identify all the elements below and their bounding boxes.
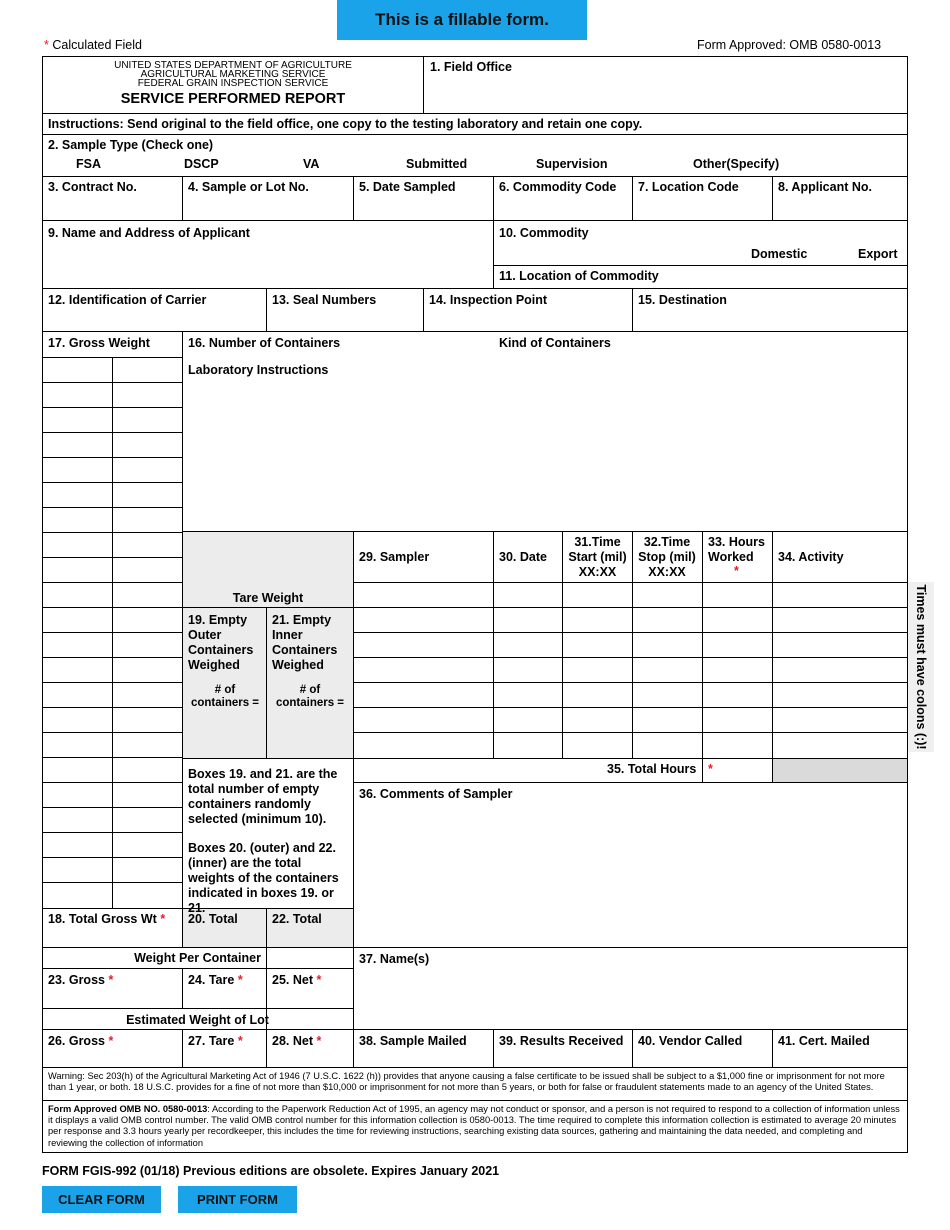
tare-weight-label: Tare Weight: [232, 591, 304, 605]
calculated-field-legend: [44, 38, 142, 52]
sample-type-other[interactable]: Other(Specify): [693, 157, 780, 171]
inspection-point-label: 14. Inspection Point: [429, 293, 548, 307]
gross23-required: *: [108, 973, 114, 987]
gross-grid-line: [42, 757, 183, 758]
gross-grid-line: [42, 657, 183, 658]
gross-grid-line: [42, 407, 183, 408]
sampler-row-line: [353, 732, 908, 733]
box21-count-label: # of containers =: [275, 684, 345, 709]
gross-grid-line: [42, 482, 183, 483]
gross-grid-line: [42, 682, 183, 683]
total22-label: 22. Total: [272, 912, 322, 926]
sample-type-submitted[interactable]: Submitted: [406, 157, 468, 171]
net25-text: 25. Net: [272, 973, 313, 987]
time-stop-header: 32.Time Stop (mil) XX:XX: [638, 535, 696, 579]
gross-weight-label: 17. Gross Weight: [48, 336, 150, 350]
gross-grid-line: [42, 807, 183, 808]
estimated-weight-label: Estimated Weight of Lot: [126, 1013, 269, 1027]
agency-division: FEDERAL GRAIN INSPECTION SERVICE: [137, 78, 329, 89]
num-containers-label: 16. Number of Containers: [188, 336, 341, 350]
vendor-called-label: 40. Vendor Called: [638, 1034, 743, 1048]
domestic-option[interactable]: Domestic: [751, 247, 808, 261]
box19-count-label: # of containers =: [190, 684, 260, 709]
gross26-required: *: [108, 1034, 114, 1048]
cert-mailed-label: 41. Cert. Mailed: [778, 1034, 870, 1048]
applicant-name-label: 9. Name and Address of Applicant: [48, 226, 250, 240]
required-asterisk: *: [44, 38, 49, 52]
tare27-text: 27. Tare: [188, 1034, 235, 1048]
gross23-text: 23. Gross: [48, 973, 105, 987]
fillable-banner: This is a fillable form.: [337, 0, 587, 40]
omb-body: : According to the Paperwork Reduction Act of 1995, an agency may not conduct or sponsor, and a person is not required to respond to a collection of information unless it displays a valid OMB control number. The valid OMB control number for this information collection is 0580-0013. The time required to complete this information collection is estimated to average 20 minutes per response and 3.3 hours yearly per recordkeeper, this includes the time for reviewing instructions, searching existing data sources, gathering and maintaining the data needed, and completing and reviewing the collection of information: [48, 1104, 900, 1148]
boxes-note-19-21: Boxes 19. and 21. are the total number of empty containers randomly selected (minimum 10).: [188, 767, 338, 826]
form-title: SERVICE PERFORMED REPORT: [120, 91, 346, 107]
date-header: 30. Date: [499, 550, 547, 564]
sampler-row-line: [353, 682, 908, 683]
net28-text: 28. Net: [272, 1034, 313, 1048]
date-sampled-label: 5. Date Sampled: [359, 180, 456, 194]
gross-grid-line: [42, 832, 183, 833]
sample-mailed-label: 38. Sample Mailed: [359, 1034, 467, 1048]
lab-instructions-input[interactable]: [186, 380, 904, 528]
tare24-required: *: [237, 973, 243, 987]
tare24-text: 24. Tare: [188, 973, 235, 987]
total-hours-required: *: [708, 762, 713, 776]
total-gross-text: 18. Total Gross Wt: [48, 912, 157, 926]
sampler-header: 29. Sampler: [359, 550, 430, 564]
gross26-label: [48, 1034, 113, 1049]
agency-service: AGRICULTURAL MARKETING SERVICE: [140, 69, 326, 80]
kind-containers-label: Kind of Containers: [499, 336, 611, 350]
total-gross-label: [48, 912, 165, 927]
sampler-row-line: [353, 707, 908, 708]
comments-input[interactable]: [356, 803, 905, 943]
sample-type-dscp[interactable]: DSCP: [184, 157, 219, 171]
sample-type-va[interactable]: VA: [303, 157, 320, 171]
sampler-row-line: [353, 657, 908, 658]
results-received-label: 39. Results Received: [499, 1034, 624, 1048]
sample-type-fsa[interactable]: FSA: [76, 157, 101, 171]
tare27-required: *: [237, 1034, 243, 1048]
times-colon-text: Times must have colons (:)!: [914, 584, 928, 750]
total20-label: 20. Total: [188, 912, 238, 926]
destination-label: 15. Destination: [638, 293, 727, 307]
hours-worked-header: 33. Hours Worked: [708, 535, 765, 564]
names-label: 37. Name(s): [359, 952, 430, 966]
gross23-label: [48, 973, 113, 988]
sampler-row-line: [353, 632, 908, 633]
hours-worked-required: *: [734, 564, 739, 578]
field-office-label: 1. Field Office: [430, 60, 512, 74]
location-code-label: 7. Location Code: [638, 180, 739, 194]
box19-label: 19. Empty Outer Containers Weighed: [188, 613, 254, 672]
lab-instructions-label: Laboratory Instructions: [188, 363, 329, 377]
boxes-note-20-22: Boxes 20. (outer) and 22. (inner) are the total weights of the containers indicated in boxes 19. or 21.: [188, 841, 339, 915]
omb-bold: Form Approved OMB NO. 0580-0013: [48, 1104, 208, 1114]
weight-per-container-label: Weight Per Container: [134, 951, 261, 965]
names-input[interactable]: [356, 968, 905, 1026]
sample-type-label: 2. Sample Type (Check one): [48, 138, 214, 152]
gross-grid-line: [42, 532, 183, 533]
gross-grid-line: [42, 457, 183, 458]
agency-dept: UNITED STATES DEPARTMENT OF AGRICULTURE: [114, 60, 352, 71]
contract-no-label: 3. Contract No.: [48, 180, 137, 194]
warning-text: Warning: Sec 203(h) of the Agricultural Marketing Act of 1946 (7 U.S.C. 1622 (h)) provides that anyone causing a false certificate to be issued shall be subject to a $1,000 fine or imprisonment for not more than 1 year, or both. 18 U.S.C. provides for a fine of not more than $10,000 or imprisonment for not more than 5 years, or both for false or fraudulent statements made to an agency of the United States.: [48, 1071, 885, 1093]
commodity-code-label: 6. Commodity Code: [499, 180, 617, 194]
gross-grid-line: [42, 707, 183, 708]
net28-label: [272, 1034, 321, 1049]
gross-grid-line: [42, 782, 183, 783]
num-containers-input[interactable]: [350, 333, 490, 355]
total-gross-required: *: [160, 912, 166, 926]
sample-type-supervision[interactable]: Supervision: [536, 157, 608, 171]
print-form-button[interactable]: PRINT FORM: [178, 1186, 297, 1213]
comments-label: 36. Comments of Sampler: [359, 787, 513, 801]
calc-field-label: Calculated Field: [52, 38, 142, 52]
omb-text: [48, 1104, 904, 1149]
form-approved-top: Form Approved: OMB 0580-0013: [697, 38, 882, 52]
time-start-header: 31.Time Start (mil) XX:XX: [568, 535, 627, 579]
gross-grid-line: [42, 382, 183, 383]
gross-grid-line: [42, 882, 183, 883]
total-hours-label: 35. Total Hours: [607, 762, 697, 776]
export-option[interactable]: Export: [858, 247, 898, 261]
net25-required: *: [316, 973, 322, 987]
gross26-text: 26. Gross: [48, 1034, 105, 1048]
clear-form-button[interactable]: CLEAR FORM: [42, 1186, 161, 1213]
total-hours-input[interactable]: [773, 759, 907, 781]
sampler-row-line: [353, 607, 908, 608]
tare24-label: [188, 973, 243, 988]
form-footer: FORM FGIS-992 (01/18) Previous editions are obsolete. Expires January 2021: [42, 1164, 500, 1178]
gross-grid-line: [42, 557, 183, 558]
instructions-text: Instructions: Send original to the field office, one copy to the testing laboratory and retain one copy.: [48, 117, 643, 131]
sample-lot-label: 4. Sample or Lot No.: [188, 180, 309, 194]
gross-grid-line: [42, 432, 183, 433]
box21-label: 21. Empty Inner Containers Weighed: [272, 613, 338, 672]
gross-grid-line: [42, 607, 183, 608]
gross-grid-line: [42, 732, 183, 733]
applicant-no-label: 8. Applicant No.: [778, 180, 872, 194]
location-commodity-label: 11. Location of Commodity: [499, 269, 659, 283]
gross-grid-line: [42, 507, 183, 508]
net28-required: *: [316, 1034, 322, 1048]
tare27-label: [188, 1034, 243, 1049]
seal-numbers-label: 13. Seal Numbers: [272, 293, 377, 307]
gross-grid-line: [42, 632, 183, 633]
activity-header: 34. Activity: [778, 550, 844, 564]
carrier-id-label: 12. Identification of Carrier: [48, 293, 207, 307]
gross-grid-line: [42, 582, 183, 583]
net25-label: [272, 973, 321, 988]
gross-grid-line: [42, 857, 183, 858]
commodity-label: 10. Commodity: [499, 226, 589, 240]
